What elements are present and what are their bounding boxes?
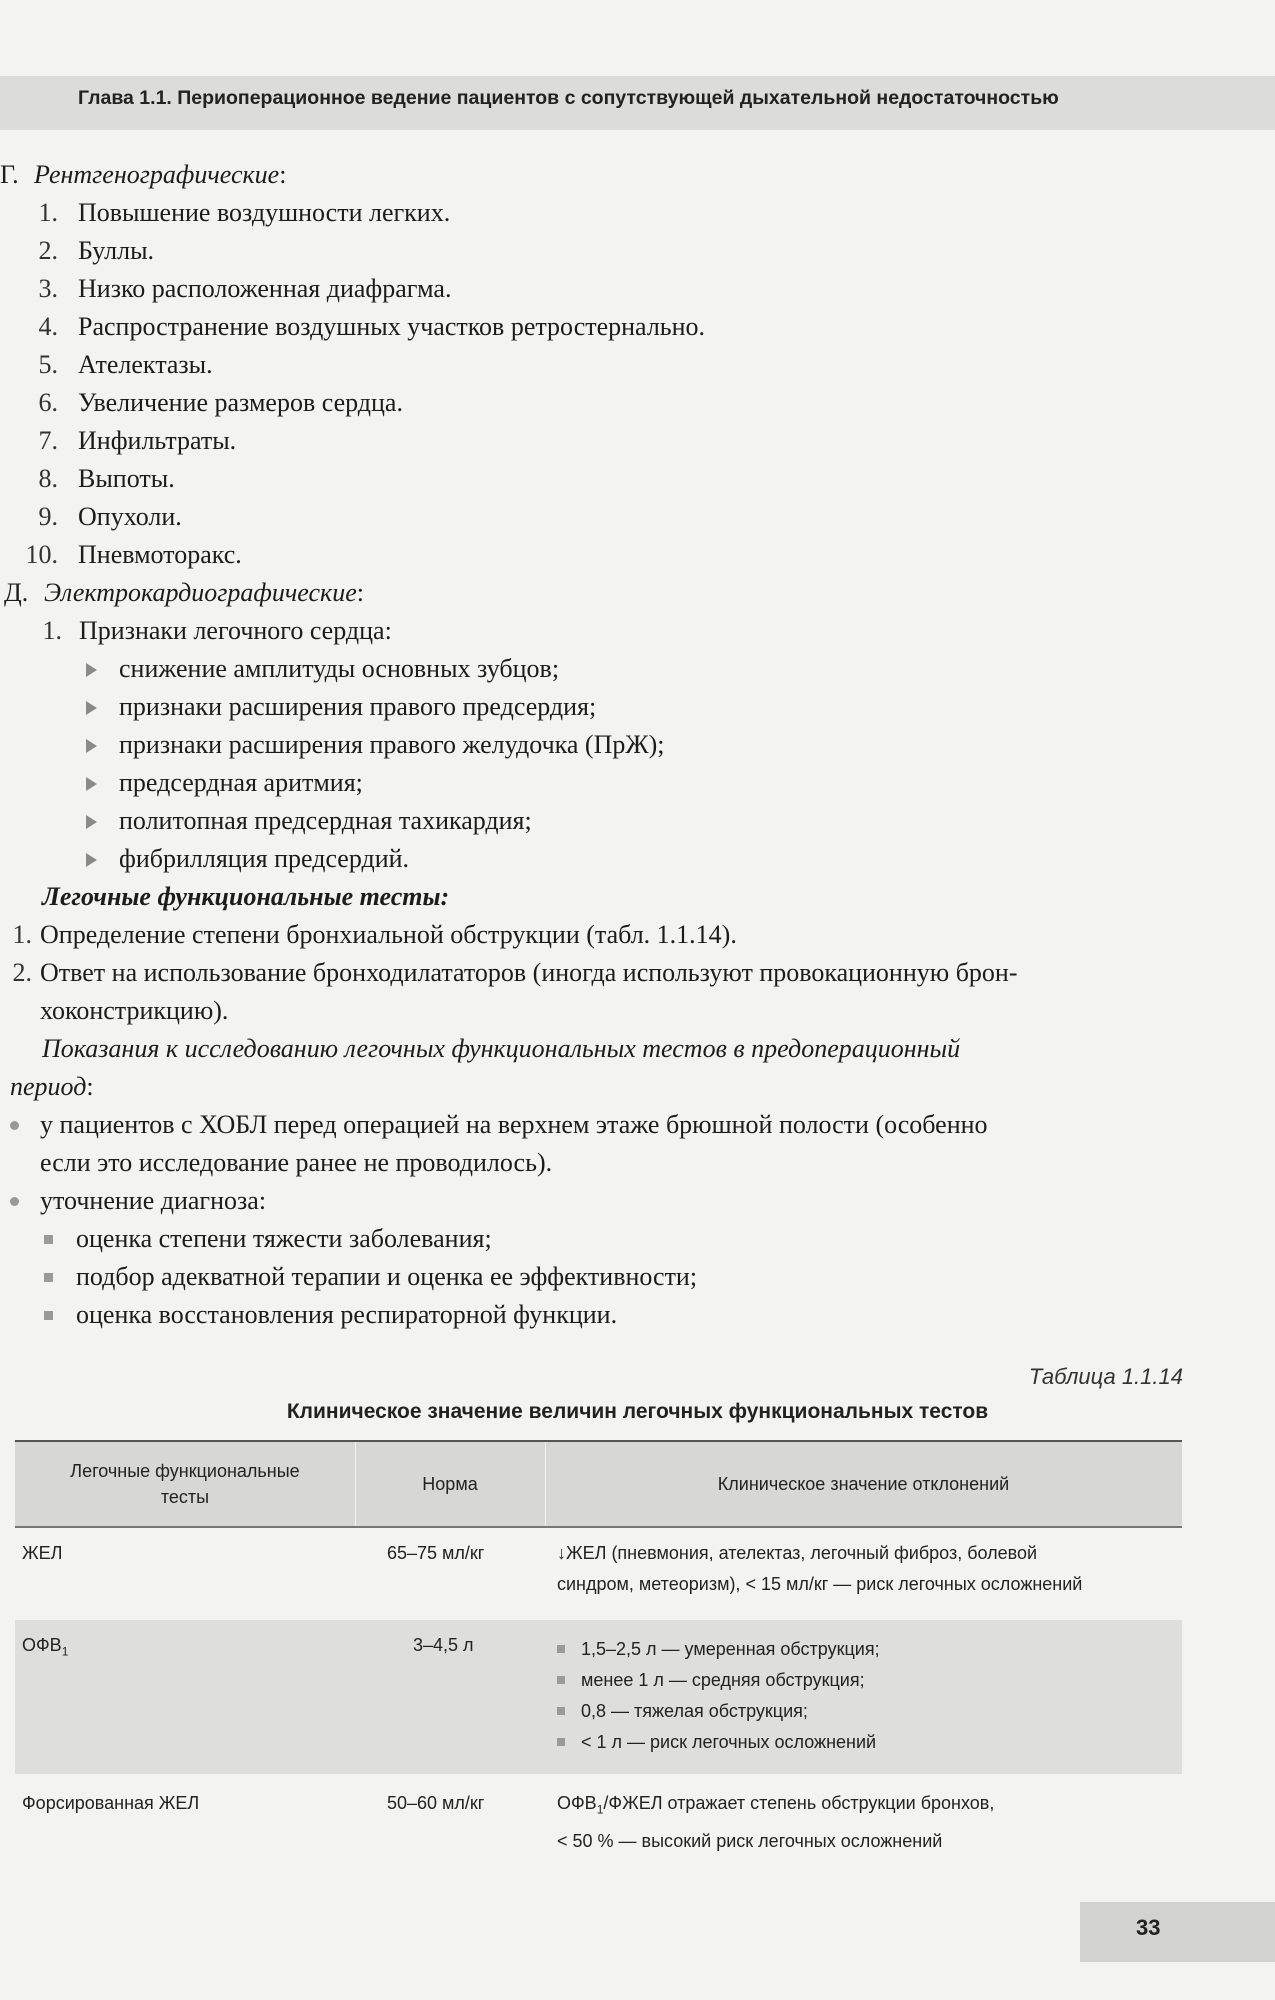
square-bullet-icon	[557, 1645, 565, 1653]
page-number-tab	[1080, 1902, 1275, 1962]
norm-value: 3–4,5 л	[413, 1635, 474, 1655]
bullet-text-continued: если это исследование ранее не проводилось).	[40, 1148, 553, 1177]
sub-list-item	[0, 726, 1275, 764]
list-number: 9.	[38, 502, 58, 531]
norm-value: 50–60 мл/кг	[387, 1793, 485, 1813]
lung-tests-item-2	[0, 954, 1275, 992]
section-g-title: Рентгенографические	[34, 160, 280, 189]
lung-function-table	[15, 1440, 1182, 1864]
list-item-text: Определение степени бронхиальной обструкции (табл. 1.1.14).	[40, 920, 737, 949]
subscript: 1	[61, 1644, 69, 1659]
list-item	[0, 270, 1275, 308]
list-item-text: Ателектазы.	[78, 350, 213, 379]
sub-list-item-text: снижение амплитуды основных зубцов;	[119, 654, 560, 683]
list-item-text: Распространение воздушных участков ретростернально.	[78, 312, 706, 341]
section-d-colon: :	[356, 578, 364, 607]
triangle-bullet-icon	[86, 777, 97, 791]
list-number: 2.	[38, 236, 58, 265]
meaning-list-item	[557, 1727, 880, 1758]
list-number: 10.	[25, 540, 58, 569]
sub-bullet-item	[0, 1296, 1275, 1334]
page-body	[0, 156, 1275, 1334]
list-item-text: Инфильтраты.	[78, 426, 237, 455]
square-bullet-icon	[44, 1273, 53, 1282]
subscript: 1	[596, 1802, 604, 1817]
sub-list-item	[0, 840, 1275, 878]
bullet-item	[0, 1182, 1275, 1220]
section-d-item-text: Признаки легочного сердца:	[79, 616, 392, 645]
sub-list-item-text: фибрилляция предсердий.	[119, 844, 410, 873]
list-number: 6.	[38, 388, 58, 417]
section-g-colon: :	[279, 160, 287, 189]
triangle-bullet-icon	[86, 663, 97, 677]
list-item	[0, 346, 1275, 384]
meaning-prefix: ОФВ	[557, 1793, 597, 1813]
list-number: 7.	[38, 426, 58, 455]
list-item	[0, 384, 1275, 422]
list-number: 2.	[12, 958, 32, 987]
sub-list-item	[0, 764, 1275, 802]
table-title: Клиническое значение величин легочных функциональных тестов	[286, 1400, 989, 1423]
chapter-title: Глава 1.1. Периоперационное ведение пациентов с сопутствующей дыхательной недостаточностью	[78, 87, 1059, 109]
bullet-text: уточнение диагноза:	[40, 1186, 267, 1215]
indications-line-2	[0, 1068, 1275, 1106]
square-bullet-icon	[557, 1676, 565, 1684]
sub-list-item-text: предсердная аритмия;	[119, 768, 363, 797]
bullet-text: у пациентов с ХОБЛ перед операцией на верхнем этаже брюшной полости (особенно	[40, 1110, 988, 1139]
test-name: Форсированная ЖЕЛ	[22, 1793, 200, 1813]
meaning-list-text: < 1 л — риск легочных осложнений	[581, 1732, 877, 1752]
meaning-line: < 50 % — высокий риск легочных осложнений	[557, 1830, 943, 1851]
section-g-heading	[0, 156, 1275, 194]
table-caption: Таблица 1.1.14	[1028, 1364, 1183, 1389]
list-number: 5.	[38, 350, 58, 379]
list-number: 4.	[38, 312, 58, 341]
sub-list-item	[0, 688, 1275, 726]
meaning-line: /ФЖЕЛ отражает степень обструкции бронхов,	[603, 1793, 995, 1813]
indications-text: Показания к исследованию легочных функциональных тестов в предоперационный	[42, 1034, 961, 1063]
table-header-row	[15, 1440, 1182, 1528]
list-number: 1.	[38, 198, 58, 227]
list-item-text: Повышение воздушности легких.	[78, 198, 451, 227]
list-item-text-continued: хоконстрикцию).	[40, 996, 229, 1025]
section-d-label: Д.	[4, 578, 29, 607]
test-name: ЖЕЛ	[22, 1543, 63, 1563]
table-header-cell: Легочные функциональные тесты	[70, 1461, 300, 1507]
test-name-text: ОФВ	[22, 1635, 62, 1655]
list-item	[0, 498, 1275, 536]
norm-value: 65–75 мл/кг	[387, 1543, 485, 1563]
list-item	[0, 232, 1275, 270]
sub-bullet-text: оценка степени тяжести заболевания;	[76, 1224, 492, 1253]
list-item-text: Буллы.	[78, 236, 155, 265]
meaning-text	[557, 1788, 994, 1857]
sub-bullet-item	[0, 1220, 1275, 1258]
list-number: 3.	[38, 274, 58, 303]
bullet-item-cont	[0, 1144, 1275, 1182]
list-item	[0, 308, 1275, 346]
list-number: 1.	[12, 920, 32, 949]
sub-list-item-text: признаки расширения правого предсердия;	[119, 692, 597, 721]
table-row	[15, 1528, 1182, 1620]
table-header-cell: Норма	[422, 1474, 478, 1494]
bullet-dot-icon	[10, 1121, 19, 1130]
square-bullet-icon	[44, 1311, 53, 1320]
list-item-text: Низко расположенная диафрагма.	[78, 274, 452, 303]
sub-list-item-text: политопная предсердная тахикардия;	[119, 806, 532, 835]
meaning-list-item	[557, 1696, 880, 1727]
sub-list-item	[0, 802, 1275, 840]
bullet-dot-icon	[10, 1197, 19, 1206]
meaning-list-text: менее 1 л — средняя обструкция;	[581, 1670, 865, 1690]
section-g-list	[0, 194, 1275, 574]
table-row	[15, 1774, 1182, 1864]
sub-bullet-item	[0, 1258, 1275, 1296]
meaning-list	[557, 1634, 880, 1758]
bullet-item	[0, 1106, 1275, 1144]
list-item-text: Пневмоторакс.	[78, 540, 242, 569]
indications-colon: :	[86, 1072, 94, 1101]
list-number: 1.	[42, 616, 62, 645]
meaning-line: синдром, метеоризм), < 15 мл/кг — риск легочных осложнений	[557, 1574, 1083, 1594]
lung-tests-item-2-cont	[0, 992, 1275, 1030]
section-d-title: Электрокардиографические	[44, 578, 357, 607]
table-header-cell: Клиническое значение отклонений	[717, 1474, 1010, 1494]
section-g-label: Г.	[0, 160, 19, 189]
square-bullet-icon	[44, 1235, 53, 1244]
lung-tests-heading	[0, 878, 1275, 916]
list-item-text: Ответ на использование бронходилататоров (иногда используют провокационную брон-	[40, 958, 1018, 987]
meaning-list-text: 1,5–2,5 л — умеренная обструкция;	[581, 1639, 880, 1659]
indications-line-1	[0, 1030, 1275, 1068]
sub-bullet-text: подбор адекватной терапии и оценка ее эффективности;	[76, 1262, 698, 1291]
lung-tests-heading-text: Легочные функциональные тесты:	[42, 882, 450, 911]
meaning-list-item	[557, 1634, 880, 1665]
sub-bullet-text: оценка восстановления респираторной функции.	[76, 1300, 618, 1329]
square-bullet-icon	[557, 1738, 565, 1746]
meaning-list-item	[557, 1665, 880, 1696]
triangle-bullet-icon	[86, 701, 97, 715]
list-item-text: Выпоты.	[78, 464, 175, 493]
list-item	[0, 460, 1275, 498]
list-item	[0, 194, 1275, 232]
triangle-bullet-icon	[86, 739, 97, 753]
meaning-list-text: 0,8 — тяжелая обструкция;	[581, 1701, 808, 1721]
meaning-line: ↓ЖЕЛ (пневмония, ателектаз, легочный фиброз, болевой	[557, 1543, 1038, 1563]
list-item-text: Увеличение размеров сердца.	[78, 388, 403, 417]
list-number: 8.	[38, 464, 58, 493]
sub-list-item	[0, 650, 1275, 688]
triangle-bullet-icon	[86, 853, 97, 867]
test-name	[22, 1630, 68, 1668]
list-item-text: Опухоли.	[78, 502, 182, 531]
sub-list-item-text: признаки расширения правого желудочка (ПрЖ);	[119, 730, 665, 759]
lung-tests-item-1	[0, 916, 1275, 954]
section-d-sublist	[0, 650, 1275, 878]
triangle-bullet-icon	[86, 815, 97, 829]
sub-bullet-list	[0, 1220, 1275, 1334]
page-number: 33	[1136, 1915, 1161, 1940]
section-d-item	[0, 612, 1275, 650]
meaning-text	[557, 1538, 1082, 1600]
indications-text-continued: период	[10, 1072, 87, 1101]
section-d-heading	[0, 574, 1275, 612]
list-item	[0, 422, 1275, 460]
list-item	[0, 536, 1275, 574]
table-row	[15, 1620, 1182, 1774]
square-bullet-icon	[557, 1707, 565, 1715]
